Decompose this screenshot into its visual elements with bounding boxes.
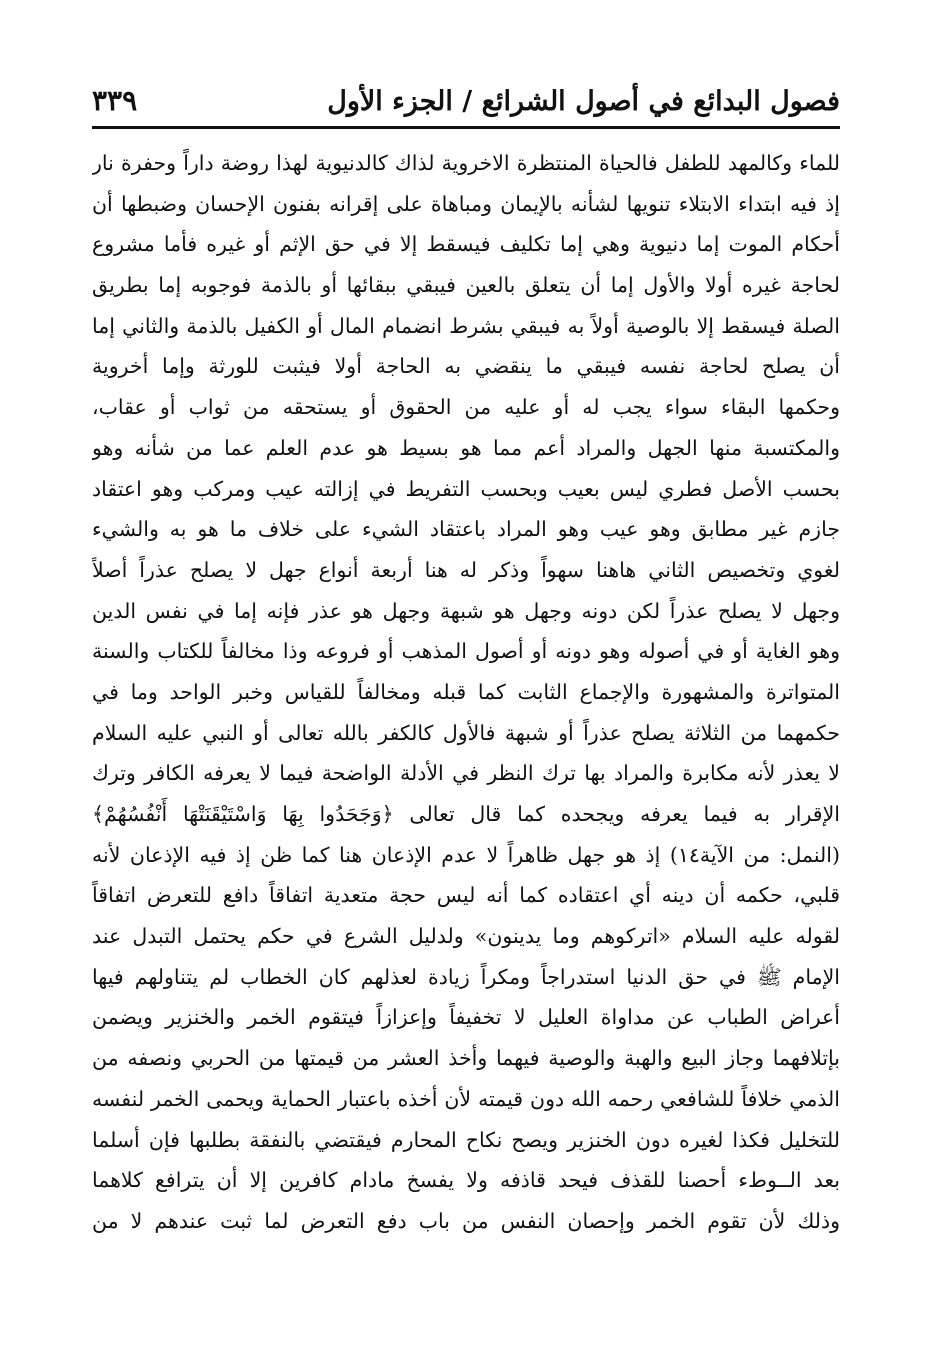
header-rule (92, 126, 840, 129)
quran-verse-line: الإقرار به فيما يعرفه ويجحده كما قال تعالى ﴿وَجَحَدُوا بِهَا وَاسْتَيْقَنَتْهَا أَنْفُسُهُمْ﴾ (92, 802, 840, 826)
text-line: حكمهما من الثلاثة يصلح عذراً أو شبهة فالأول كالكفر بالله تعالى أو النبي عليه السلام (92, 720, 840, 745)
text-line: للتخليل فكذا لغيره دون الخنزير ويصح نكاح المحارم فيقتضي بالنفقة بطلبها فإن أسلما (92, 1127, 840, 1152)
text-line: والمكتسبة منها الجهل والمراد أعم مما هو بسيط هو عدم العلم عما من شأنه وهو (92, 435, 840, 460)
text-line: الذمي خلافاً للشافعي رحمه الله دون قيمته لأن أخذه باعتبار الحماية ويحمى الخمر لنفسه (92, 1086, 840, 1111)
body-text (92, 143, 840, 1242)
running-title: فصول البدائع في أصول الشرائع / الجزء الأول (327, 86, 840, 117)
text-line: بإتلافهما وجاز البيع والهبة والوصية فيهما وأخذ العشر من قيمتها من الحربي ونصفه من (92, 1046, 840, 1071)
text-line: للماء وكالمهد للطفل فالحياة المنتظرة الاخروية لذاك كالدنيوية لهذا روضة داراً وحفرة نار (92, 151, 840, 175)
text-line: الإمام ﷺ في حق الدنيا استدراجاً ومكراً زيادة لعذلهم كان الخطاب لم يتناولهم فيها (92, 964, 840, 989)
text-line: الصلة فيسقط إلا بالوصية أولاً به فيبقي بشرط انضمام المال أو الكفيل بالذمة والثاني إما (92, 313, 840, 338)
page-header (92, 80, 840, 124)
text-line: إذ فيه ابتداء الابتلاء تنويها لشأنه بالإيمان ومباهاة على إقرانه بفنون الإحسان وضبطها أن (92, 191, 840, 216)
text-line: (النمل: من الآية١٤) إذ هو جهل ظاهراً لا عدم الإذعان هنا كما ظن إذ فيه الإذعان لأنه (92, 842, 840, 867)
text-line: أحكام الموت إما دنيوية وهي إما تكليف فيسقط إلا في حق الإثم أو غيره فأما مشروع (92, 232, 840, 257)
page-number: ٣٣٩ (92, 84, 138, 117)
text-line: جازم غير مطابق وهو عيب وهو المراد باعتقاد الشيء على خلاف ما هو به والشيء (92, 517, 840, 542)
text-line: وذلك لأن تقوم الخمر وإحصان النفس من باب دفع التعرض لما ثبت عندهم لا من (92, 1208, 840, 1233)
text-line: وحكمها البقاء سواء يجب له أو عليه من الحقوق أو يستحقه من ثواب أو عقاب، (92, 395, 840, 420)
text-line: لغوي وتخصيص الثاني هاهنا سهواً وذكر له هنا أربعة أنواع جهل لا يصلح عذراً أصلاً (92, 557, 840, 582)
text-line: بعد الــوطء أحصنا للقذف فيحد قاذفه ولا يفسخ مادام كافرين إلا أن يترافع كلاهما (92, 1168, 840, 1193)
text-line: المتواترة والمشهورة والإجماع الثابت كما قبله ومخالفاً للقياس وخبر الواحد وما في (92, 679, 840, 704)
text-line: لا يعذر لأنه مكابرة والمراد بها ترك النظر في الأدلة الواضحة فيما لا يعرفه الكافر وترك (92, 761, 840, 786)
text-line: قلبي، حكمه أن دينه أي اعتقاده كما أنه ليس حجة متعدية اتفاقاً دافع للتعرض اتفاقاً (92, 883, 840, 908)
hadith-line: لقوله عليه السلام «اتركوهم وما يدينون» ولدليل الشرع في حكم يحتمل التبدل عند (92, 924, 840, 949)
text-line: وجهل لا يصلح عذراً لكن دونه وجهل هو شبهة وجهل هو عذر فإنه إما في نفس الدين (92, 598, 840, 623)
text-line: وهو الغاية أو في أصوله وهو دونه أو أصول المذهب أو فروعه وذا مخالفاً للكتاب والسنة (92, 639, 840, 664)
text-line: أن يصلح لحاجة نفسه فيبقي ما ينقضي به الحاجة أولا فيثبت للورثة وإما أخروية (92, 354, 840, 379)
text-line: لحاجة غيره أولا والأول إما أن يتعلق بالعين فيبقي ببقائها أو بالذمة فوجوبه إما بطريق (92, 273, 840, 298)
text-line: أعراض الطباب عن مداواة العليل لا تخفيفاً وإعزازاً فيتقوم الخمر والخنزير ويضمن (92, 1005, 840, 1030)
text-line: بحسب الأصل فطري ليس بعيب وبحسب التفريط في إزالته عيب ومركب وهو اعتقاد (92, 476, 840, 501)
